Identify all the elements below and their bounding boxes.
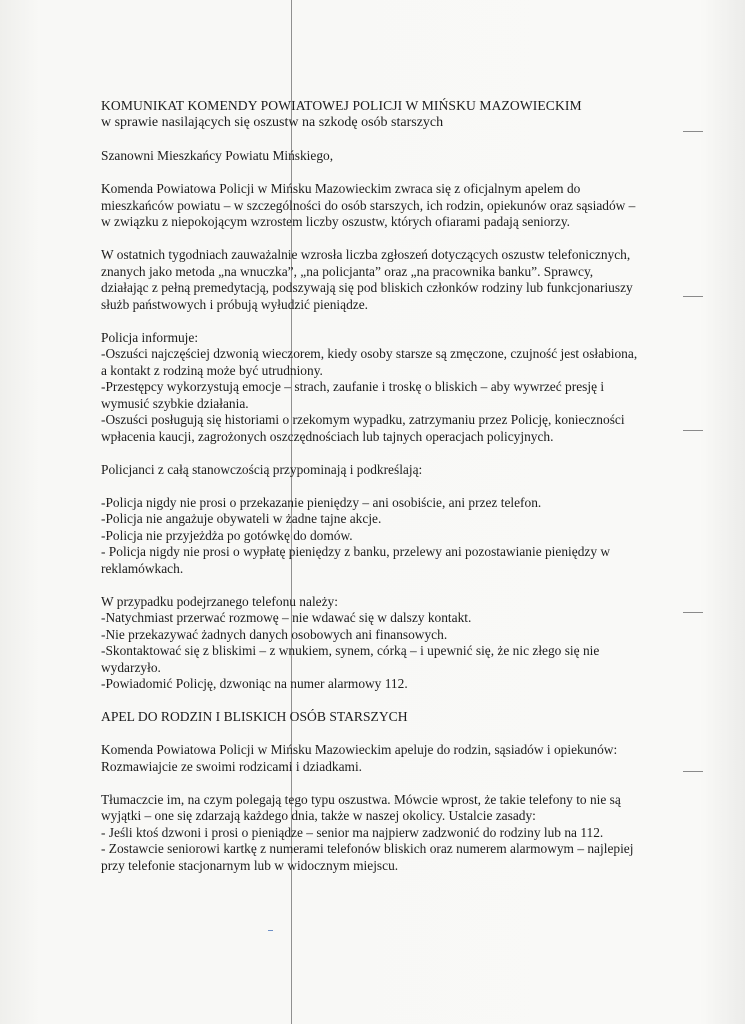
list-item: -Przestępcy wykorzystują emocje – strach, zaufanie i troskę o bliskich – aby wywrzeć presję i wymusić szybkie działania. bbox=[101, 379, 605, 411]
list-item: -Policja nie angażuje obywateli w żadne tajne akcje. bbox=[101, 511, 382, 526]
appeal-paragraph: Komenda Powiatowa Policji w Mińsku Mazowieckim apeluje do rodzin, sąsiadów i opiekunów: bbox=[101, 742, 618, 757]
list-item: -Powiadomić Policję, dzwoniąc na numer alarmowy 112. bbox=[101, 676, 408, 691]
margin-mark bbox=[683, 430, 703, 431]
document-title: KOMUNIKAT KOMENDY POWIATOWEJ POLICJI W MIŃSKU MAZOWIECKIM bbox=[101, 98, 582, 113]
salutation: Szanowni Mieszkańcy Powiatu Mińskiego, bbox=[101, 148, 334, 163]
list-item: -Policja nigdy nie prosi o przekazanie pieniędzy – ani osobiście, ani przez telefon. bbox=[101, 494, 542, 510]
appeal-paragraph: Tłumaczcie im, na czym polegają tego typu oszustwa. Mówcie wprost, że takie telefony to nie są wyjątki – one się zdarzają każdego dnia, także w naszej okolicy. Ustalcie zasady: bbox=[101, 791, 621, 823]
margin-mark bbox=[683, 131, 703, 132]
list-item: - Jeśli ktoś dzwoni i prosi o pieniądze – senior ma najpierw zadzwonić do rodziny lub na 112. bbox=[101, 824, 604, 840]
margin-mark bbox=[683, 771, 703, 772]
list-item: - Zostawcie seniorowi kartkę z numerami telefonów bliskich oraz numerem alarmowym – najlepiej przy telefonie stacjonarnym lub w widocznym miejscu. bbox=[101, 841, 634, 873]
margin-mark bbox=[683, 296, 703, 297]
list-item: -Oszuści posługują się historiami o rzekomym wypadku, zatrzymaniu przez Policję, konieczności wpłacenia kaucji, zagrożonych oszczędnościach lub tajnych operacjach policyjnych. bbox=[101, 412, 625, 444]
informs-heading: Policja informuje: bbox=[101, 329, 199, 345]
appeal-heading: APEL DO RODZIN I BLISKICH OSÓB STARSZYCH bbox=[101, 709, 408, 724]
margin-mark bbox=[683, 612, 703, 613]
list-item: -Nie przekazywać żadnych danych osobowych ani finansowych. bbox=[101, 626, 448, 642]
list-item: - Policja nigdy nie prosi o wypłatę pieniędzy z banku, przelewy ani pozostawianie pieniędzy w reklamówkach. bbox=[101, 544, 611, 576]
reminds-heading: Policjanci z całą stanowczością przypominają i podkreślają: bbox=[101, 461, 423, 477]
context-paragraph: W ostatnich tygodniach zauważalnie wzrosła liczba zgłoszeń dotyczących oszustw telefonicznych, znanych jako metoda „na wnuczka”, „na policjanta” oraz „na pracownika banku”. Sprawcy, działając z pełną premedytacją, podszywają się pod bliskich członków rodziny lub funkcjonariuszy służb państwowych i próbują wyłudzić pieniądze. bbox=[101, 247, 633, 312]
list-item: -Oszuści najczęściej dzwonią wieczorem, kiedy osoby starsze są zmęczone, czujność jest osłabiona, a kontakt z rodziną może być utrudniony. bbox=[101, 346, 638, 378]
ink-mark bbox=[268, 930, 273, 931]
appeal-paragraph: Rozmawiajcie ze swoimi rodzicami i dziadkami. bbox=[101, 758, 363, 774]
list-item: -Natychmiast przerwać rozmowę – nie wdawać się w dalszy kontakt. bbox=[101, 610, 472, 625]
list-item: -Skontaktować się z bliskimi – z wnukiem, synem, córką – i upewnić się, że nic złego się nie wydarzyło. bbox=[101, 643, 600, 675]
document-body bbox=[101, 98, 641, 874]
document-subtitle: w sprawie nasilających się oszustw na szkodę osób starszych bbox=[101, 114, 444, 130]
intro-paragraph: Komenda Powiatowa Policji w Mińsku Mazowieckim zwraca się z oficjalnym apelem do mieszkańców powiatu – w szczególności do osób starszych, ich rodzin, opiekunów oraz sąsiadów – w związku z niepokojącym wzrostem liczby oszustw, których ofiarami padają seniorzy. bbox=[101, 181, 636, 229]
list-item: -Policja nie przyjeżdża po gotówkę do domów. bbox=[101, 527, 353, 543]
suspicious-call-heading: W przypadku podejrzanego telefonu należy: bbox=[101, 593, 338, 609]
